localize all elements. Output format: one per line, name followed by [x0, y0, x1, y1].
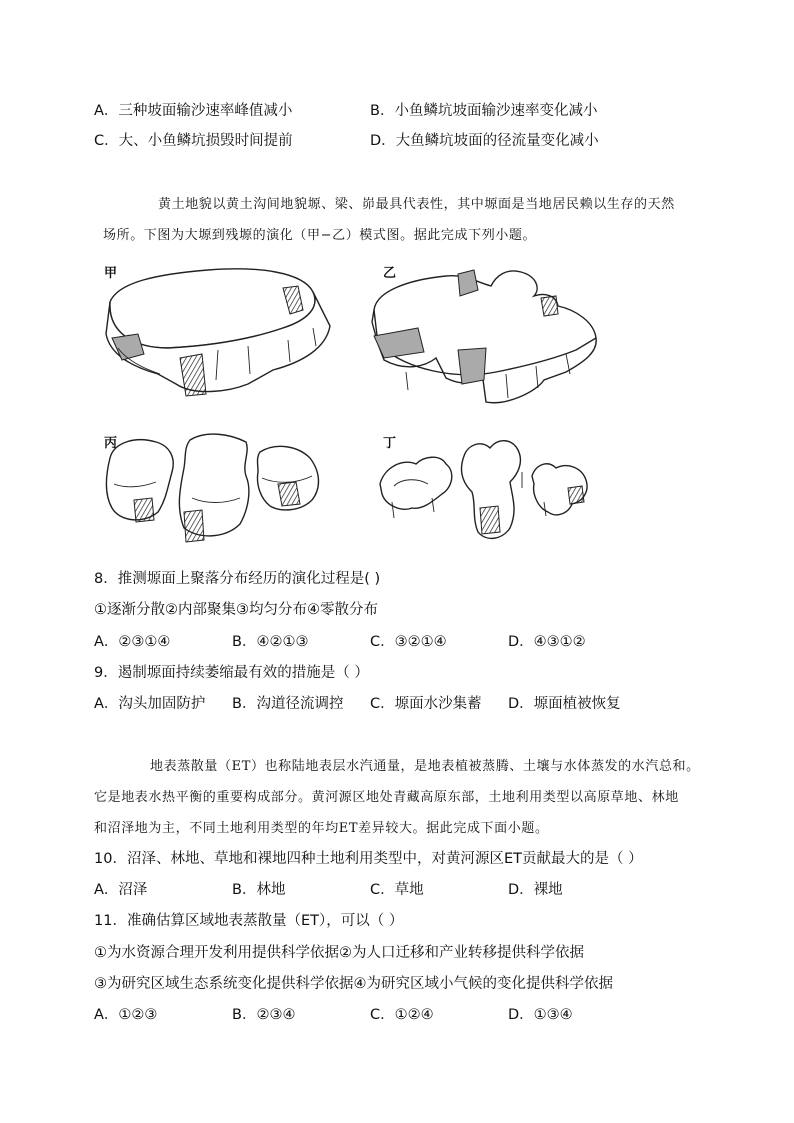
diagram-jia	[98, 262, 338, 402]
q10-stem: 10．沼泽、林地、草地和裸地四种土地利用类型中，对黄河源区ET贡献最大的是（ ）	[94, 851, 643, 867]
q11-option-d: D．①③④	[508, 1007, 573, 1023]
q8-option-d: D．④③①②	[508, 634, 586, 650]
q7-option-a: A．三种坡面输沙速率峰值减小	[94, 103, 293, 119]
label-bing: 丙	[104, 436, 118, 451]
q11-option-a: A．①②③	[94, 1007, 158, 1023]
q7-option-c: C．大、小鱼鳞坑损毁时间提前	[94, 133, 293, 149]
q9-option-c: C．塬面水沙集蓄	[370, 696, 482, 712]
label-ding: 丁	[383, 436, 397, 451]
passage2-line2: 它是地表水热平衡的重要构成部分。黄河源区地处青藏高原东部，土地利用类型以高原草地、林地	[94, 790, 679, 805]
passage2-line3: 和沼泽地为主，不同土地利用类型的年均ET差异较大。据此完成下面小题。	[94, 821, 549, 836]
diagram-bing	[100, 428, 330, 558]
diagram-ding	[372, 432, 612, 552]
label-jia: 甲	[104, 266, 118, 281]
q8-option-c: C．③②①④	[370, 634, 447, 650]
q7-option-d: D．大鱼鳞坑坡面的径流量变化减小	[370, 133, 599, 149]
q11-option-c: C．①②④	[370, 1007, 434, 1023]
q9-option-b: B．沟道径流调控	[232, 696, 344, 712]
passage2-line1: 地表蒸散量（ET）也称陆地表层水汽通量，是地表植被蒸腾、土壤与水体蒸发的水汽总和。	[150, 759, 700, 774]
q8-option-a: A．②③①④	[94, 634, 171, 650]
q11-items-2: ③为研究区域生态系统变化提供科学依据④为研究区域小气候的变化提供科学依据	[94, 976, 613, 992]
diagram-yi	[366, 262, 606, 412]
q11-option-b: B．②③④	[232, 1007, 296, 1023]
label-yi: 乙	[383, 266, 397, 281]
passage1-line1: 黄土地貌以黄土沟间地貌塬、梁、峁最具代表性，其中塬面是当地居民赖以生存的天然	[158, 197, 675, 212]
q10-option-d: D．裸地	[508, 882, 563, 898]
q11-stem: 11．准确估算区域地表蒸散量（ET），可以（ ）	[94, 913, 404, 929]
passage1-line2: 场所。下图为大塬到残塬的演化（甲−乙）模式图。据此完成下列小题。	[103, 228, 537, 243]
q9-option-d: D．塬面植被恢复	[508, 696, 621, 712]
q8-stem: 8．推测塬面上聚落分布经历的演化过程是( )	[94, 571, 381, 587]
q10-option-b: B．林地	[232, 882, 286, 898]
q7-option-b: B．小鱼鳞坑坡面输沙速率变化减小	[370, 103, 598, 119]
q8-option-b: B．④②①③	[232, 634, 309, 650]
q9-option-a: A．沟头加固防护	[94, 696, 206, 712]
q10-option-a: A．沼泽	[94, 882, 148, 898]
q10-option-c: C．草地	[370, 882, 424, 898]
q8-items: ①逐渐分散②内部聚集③均匀分布④零散分布	[94, 602, 378, 618]
q9-stem: 9．遏制塬面持续萎缩最有效的措施是（ ）	[94, 665, 369, 681]
q11-items-1: ①为水资源合理开发利用提供科学依据②为人口迁移和产业转移提供科学依据	[94, 945, 584, 961]
